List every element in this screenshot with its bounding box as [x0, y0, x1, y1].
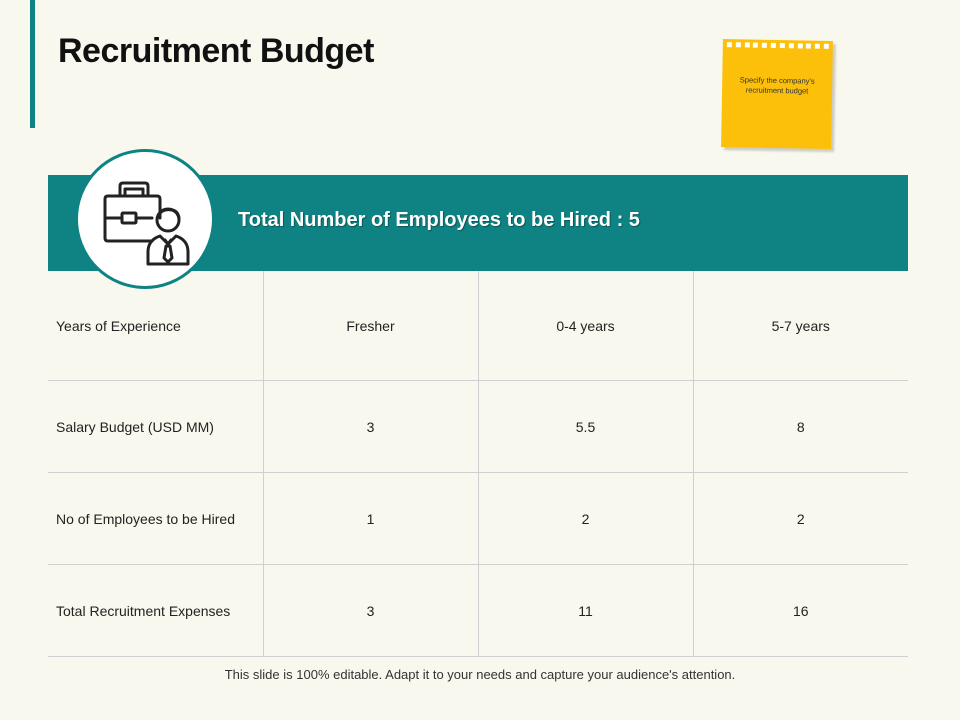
table-cell: 5.5 — [478, 381, 693, 473]
table-cell: Fresher — [263, 271, 478, 381]
table-cell: 3 — [263, 381, 478, 473]
page-title: Recruitment Budget — [58, 32, 374, 70]
table-cell: 8 — [693, 381, 908, 473]
table-cell: 1 — [263, 473, 478, 565]
table-cell: 5-7 years — [693, 271, 908, 381]
table-cell: 3 — [263, 565, 478, 657]
table-cell: 2 — [693, 473, 908, 565]
row-label: Salary Budget (USD MM) — [48, 381, 263, 473]
row-label: Total Recruitment Expenses — [48, 565, 263, 657]
table-row — [48, 565, 908, 657]
table-cell: 0-4 years — [478, 271, 693, 381]
table-row — [48, 381, 908, 473]
sticky-note-perforation — [727, 42, 829, 50]
icon-circle — [75, 149, 215, 289]
table-cell: 2 — [478, 473, 693, 565]
briefcase-person-icon — [100, 178, 196, 268]
sticky-note — [721, 39, 833, 149]
table-cell: 11 — [478, 565, 693, 657]
row-label: No of Employees to be Hired — [48, 473, 263, 565]
row-label: Years of Experience — [48, 271, 263, 381]
sticky-note-text: Specify the company's recruitment budget — [739, 75, 815, 96]
table-row — [48, 271, 908, 381]
footer-text: This slide is 100% editable. Adapt it to your needs and capture your audience's attention. — [224, 667, 736, 682]
budget-table — [48, 271, 908, 657]
table-cell: 16 — [693, 565, 908, 657]
banner-text: Total Number of Employees to be Hired : 5 — [238, 209, 640, 231]
accent-bar — [30, 0, 35, 128]
table-row — [48, 473, 908, 565]
